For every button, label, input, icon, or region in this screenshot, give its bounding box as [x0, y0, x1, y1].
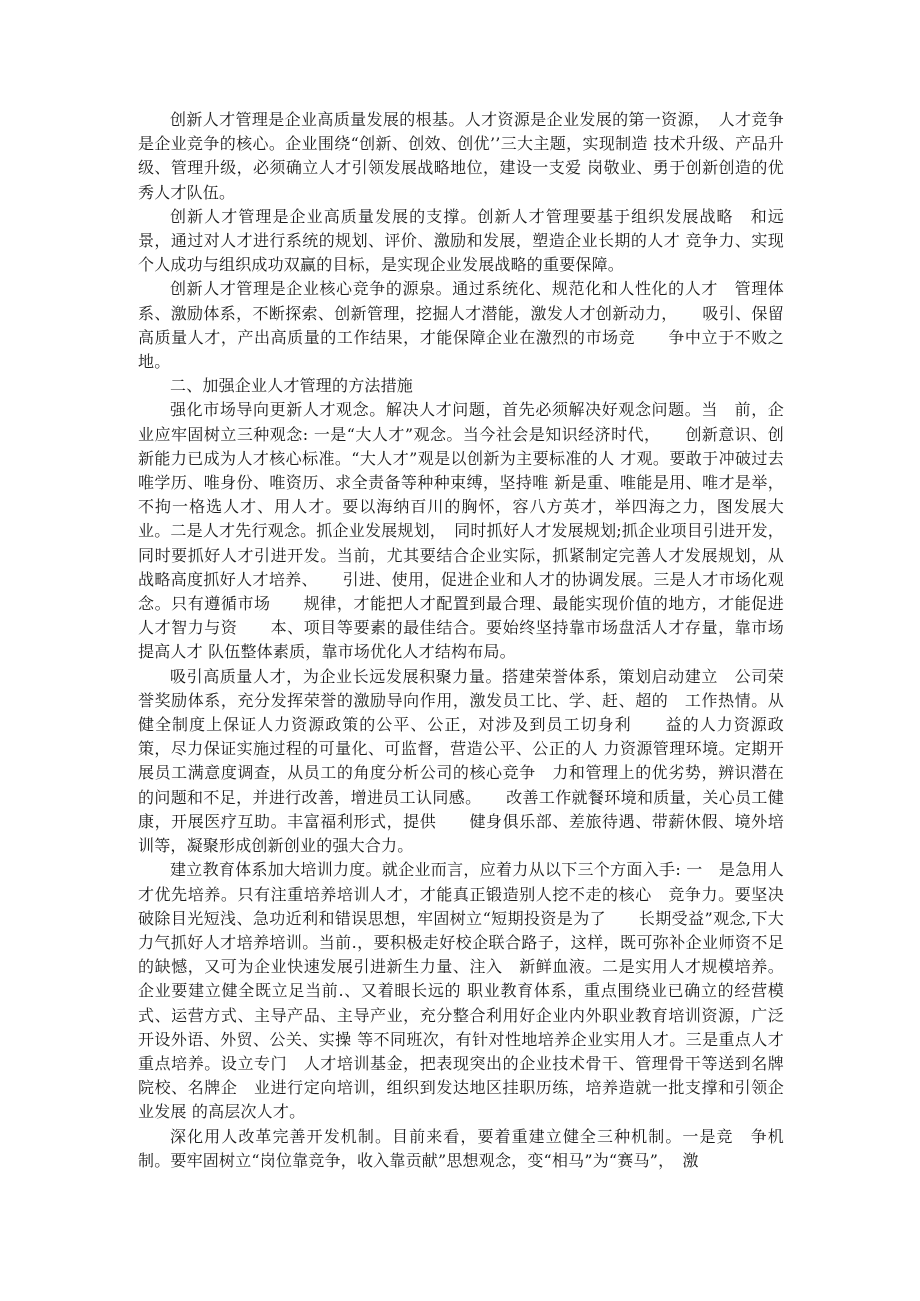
paragraph-attract-talent: 吸引高质量人才，为企业长远发展积聚力量。搭建荣誉体系，策划启动建立 公司荣誉奖励体系，充分发挥荣誉的激励导向作用，激发员工比、学、赶、超的 工作热情。从健全制度上保证人力资源政策的公平、公正，对涉及到员工切身利 益的人力资源政策，尽力保证实施过程的可量化、可监督，营造公平、公正的人 力资源管理环境。定期开展员工满意度调查，从员工的角度分析公司的核心竞争 力和管理上的优劣势，辨识潜在的问题和不足，并进行改善，增进员工认同感。 改善工作就餐环境和质量，关心员工健康，开展医疗互助。丰富福利形式，提供 健身俱乐部、差旅待遇、带薪休假、境外培训等，凝聚形成创新创业的强大合力。	[138, 666, 784, 856]
paragraph-talent-support: 创新人才管理是企业高质量发展的支撑。创新人才管理要基于组织发展战略 和远景，通过对人才进行系统的规划、评价、激励和发展，塑造企业长期的人才 竞争力、实现个人成功与组织成功双赢的目标，是实现企业发展战略的重要保障。	[138, 206, 784, 275]
paragraph-core-competition: 创新人才管理是企业核心竞争的源泉。通过系统化、规范化和人性化的人才 管理体系、激励体系，不断探索、创新管理，挖掘人才潜能，激发人才创新动力， 吸引、保留高质量人才，产出高质量的工作结果，才能保障企业在激烈的市场竞 争中立于不败之地。	[138, 279, 784, 372]
paragraph-market-orientation: 强化市场导向更新人才观念。解决人才问题，首先必须解决好观念问题。当 前，企业应牢固树立三种观念: 一是“大人才”观念。当今社会是知识经济时代， 创新意识、创新能力已成为人才核心标准。“大人才”观是以创新为主要标准的人 才观。要敢于冲破过去唯学历、唯身份、唯资历、求全责备等种种束缚，坚持唯 新是重、唯能是用、唯才是举，不拘一格选人才、用人才。要以海纳百川的胸怀，容八方英才，举四海之力，图发展大业。二是人才先行观念。抓企业发展规划， 同时抓好人才发展规划;抓企业项目引进开发，同时要抓好人才引进开发。当前，尤其要结合企业实际，抓紧制定完善人才发展规划，从战略高度抓好人才培养、 引进、使用，促进企业和人才的协调发展。三是人才市场化观念。只有遵循市场 规律，才能把人才配置到最合理、最能实现价值的地方，才能促进人才智力与资 本、项目等要素的最佳结合。要始终坚持靠市场盘活人才存量，靠市场提高人才 队伍整体素质，靠市场优化人才结构布局。	[138, 400, 784, 662]
section-heading-methods: 二、加强企业人才管理的方法措施	[170, 376, 414, 396]
paragraph-talent-foundation: 创新人才管理是企业高质量发展的根基。人才资源是企业发展的第一资源， 人才竞争是企业竞争的核心。企业围绕“创新、创效、创优’’三大主题，实现制造 技术升级、产品升级、管理升级，必须确立人才引领发展战略地位，建设一支爱 岗敬业、勇于创新创造的优秀人才队伍。	[138, 110, 784, 202]
paragraph-training-system: 建立教育体系加大培训力度。就企业而言，应着力从以下三个方面入手: 一 是急用人才优先培养。只有注重培养培训人才，才能真正锻造别人挖不走的核心 竞争力。要坚决破除目光短浅、急功近利和错误思想，牢固树立“短期投资是为了 长期受益”观念,下大力气抓好人才培养培训。当前.，要积极走好校企联合路子，这样，既可弥补企业师资不足的缺憾，又可为企业快速发展引进新生力量、注入 新鲜血液。二是实用人才规模培养。企业要建立健全既立足当前.、又着眼长远的 职业教育体系，重点围绕业已确立的经营模式、运营方式、主导产品、主导产业，充分整合利用好企业内外职业教育培训资源，广泛开设外语、外贸、公关、实操 等不同班次，有针对性地培养企业实用人才。三是重点人才重点培养。设立专门 人才培训基金，把表现突出的企业技术骨干、管理骨干等送到名牌院校、名牌企 业进行定向培训，组织到发达地区挂职历练，培养造就一批支撑和引领企业发展 的高层次人才。	[138, 860, 784, 1122]
paragraph-employment-reform: 深化用人改革完善开发机制。目前来看，要着重建立健全三种机制。一是竞 争机制。要牢固树立“岗位靠竞争，收入靠贡献”思想观念，变“相马”为“赛马”， 激	[138, 1126, 784, 1170]
